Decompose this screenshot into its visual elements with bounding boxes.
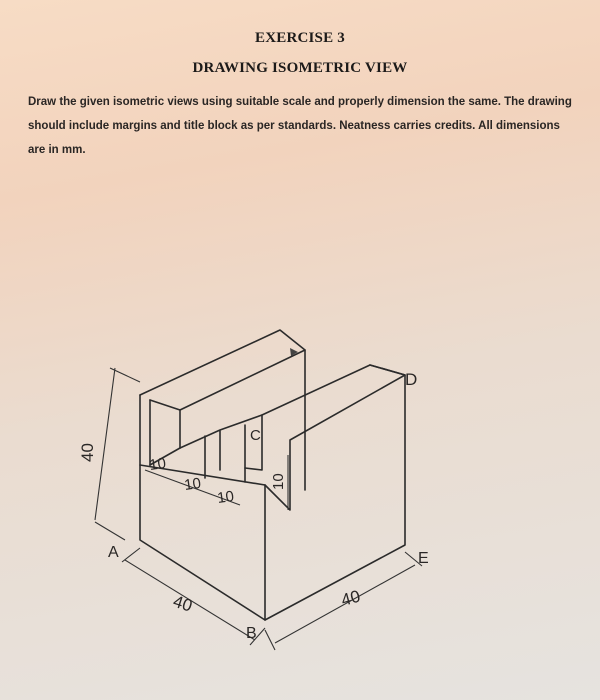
- left-upright: [150, 350, 305, 490]
- exercise-title: EXERCISE 3: [255, 30, 345, 46]
- point-label-e: E: [418, 550, 429, 567]
- instructions-paragraph: Draw the given isometric views using suitable scale and properly dimension the same. The drawing should include margins and title block as per standards. Neatness carries credits. All dimensions are in mm.: [28, 96, 572, 156]
- point-label-b: B: [246, 625, 257, 642]
- exercise-subtitle: DRAWING ISOMETRIC VIEW: [192, 60, 408, 76]
- point-label-a: A: [108, 544, 119, 561]
- dim-label-vertical-small: 10: [270, 473, 287, 490]
- left-block-top: [140, 330, 305, 410]
- dim-label-height-left: 40: [78, 443, 97, 462]
- dim-label-depth-3: 10: [216, 487, 236, 507]
- dim-label-depth-2: 10: [183, 474, 203, 494]
- point-label-d: D: [405, 370, 418, 389]
- dim-label-front-width: 40: [170, 591, 195, 616]
- dim-label-depth-1: 10: [148, 454, 168, 474]
- point-label-c: C: [250, 427, 261, 444]
- front-face-outline: [140, 395, 265, 620]
- dim-label-side-width: 40: [339, 586, 363, 610]
- dim-line-height-left: [95, 368, 140, 540]
